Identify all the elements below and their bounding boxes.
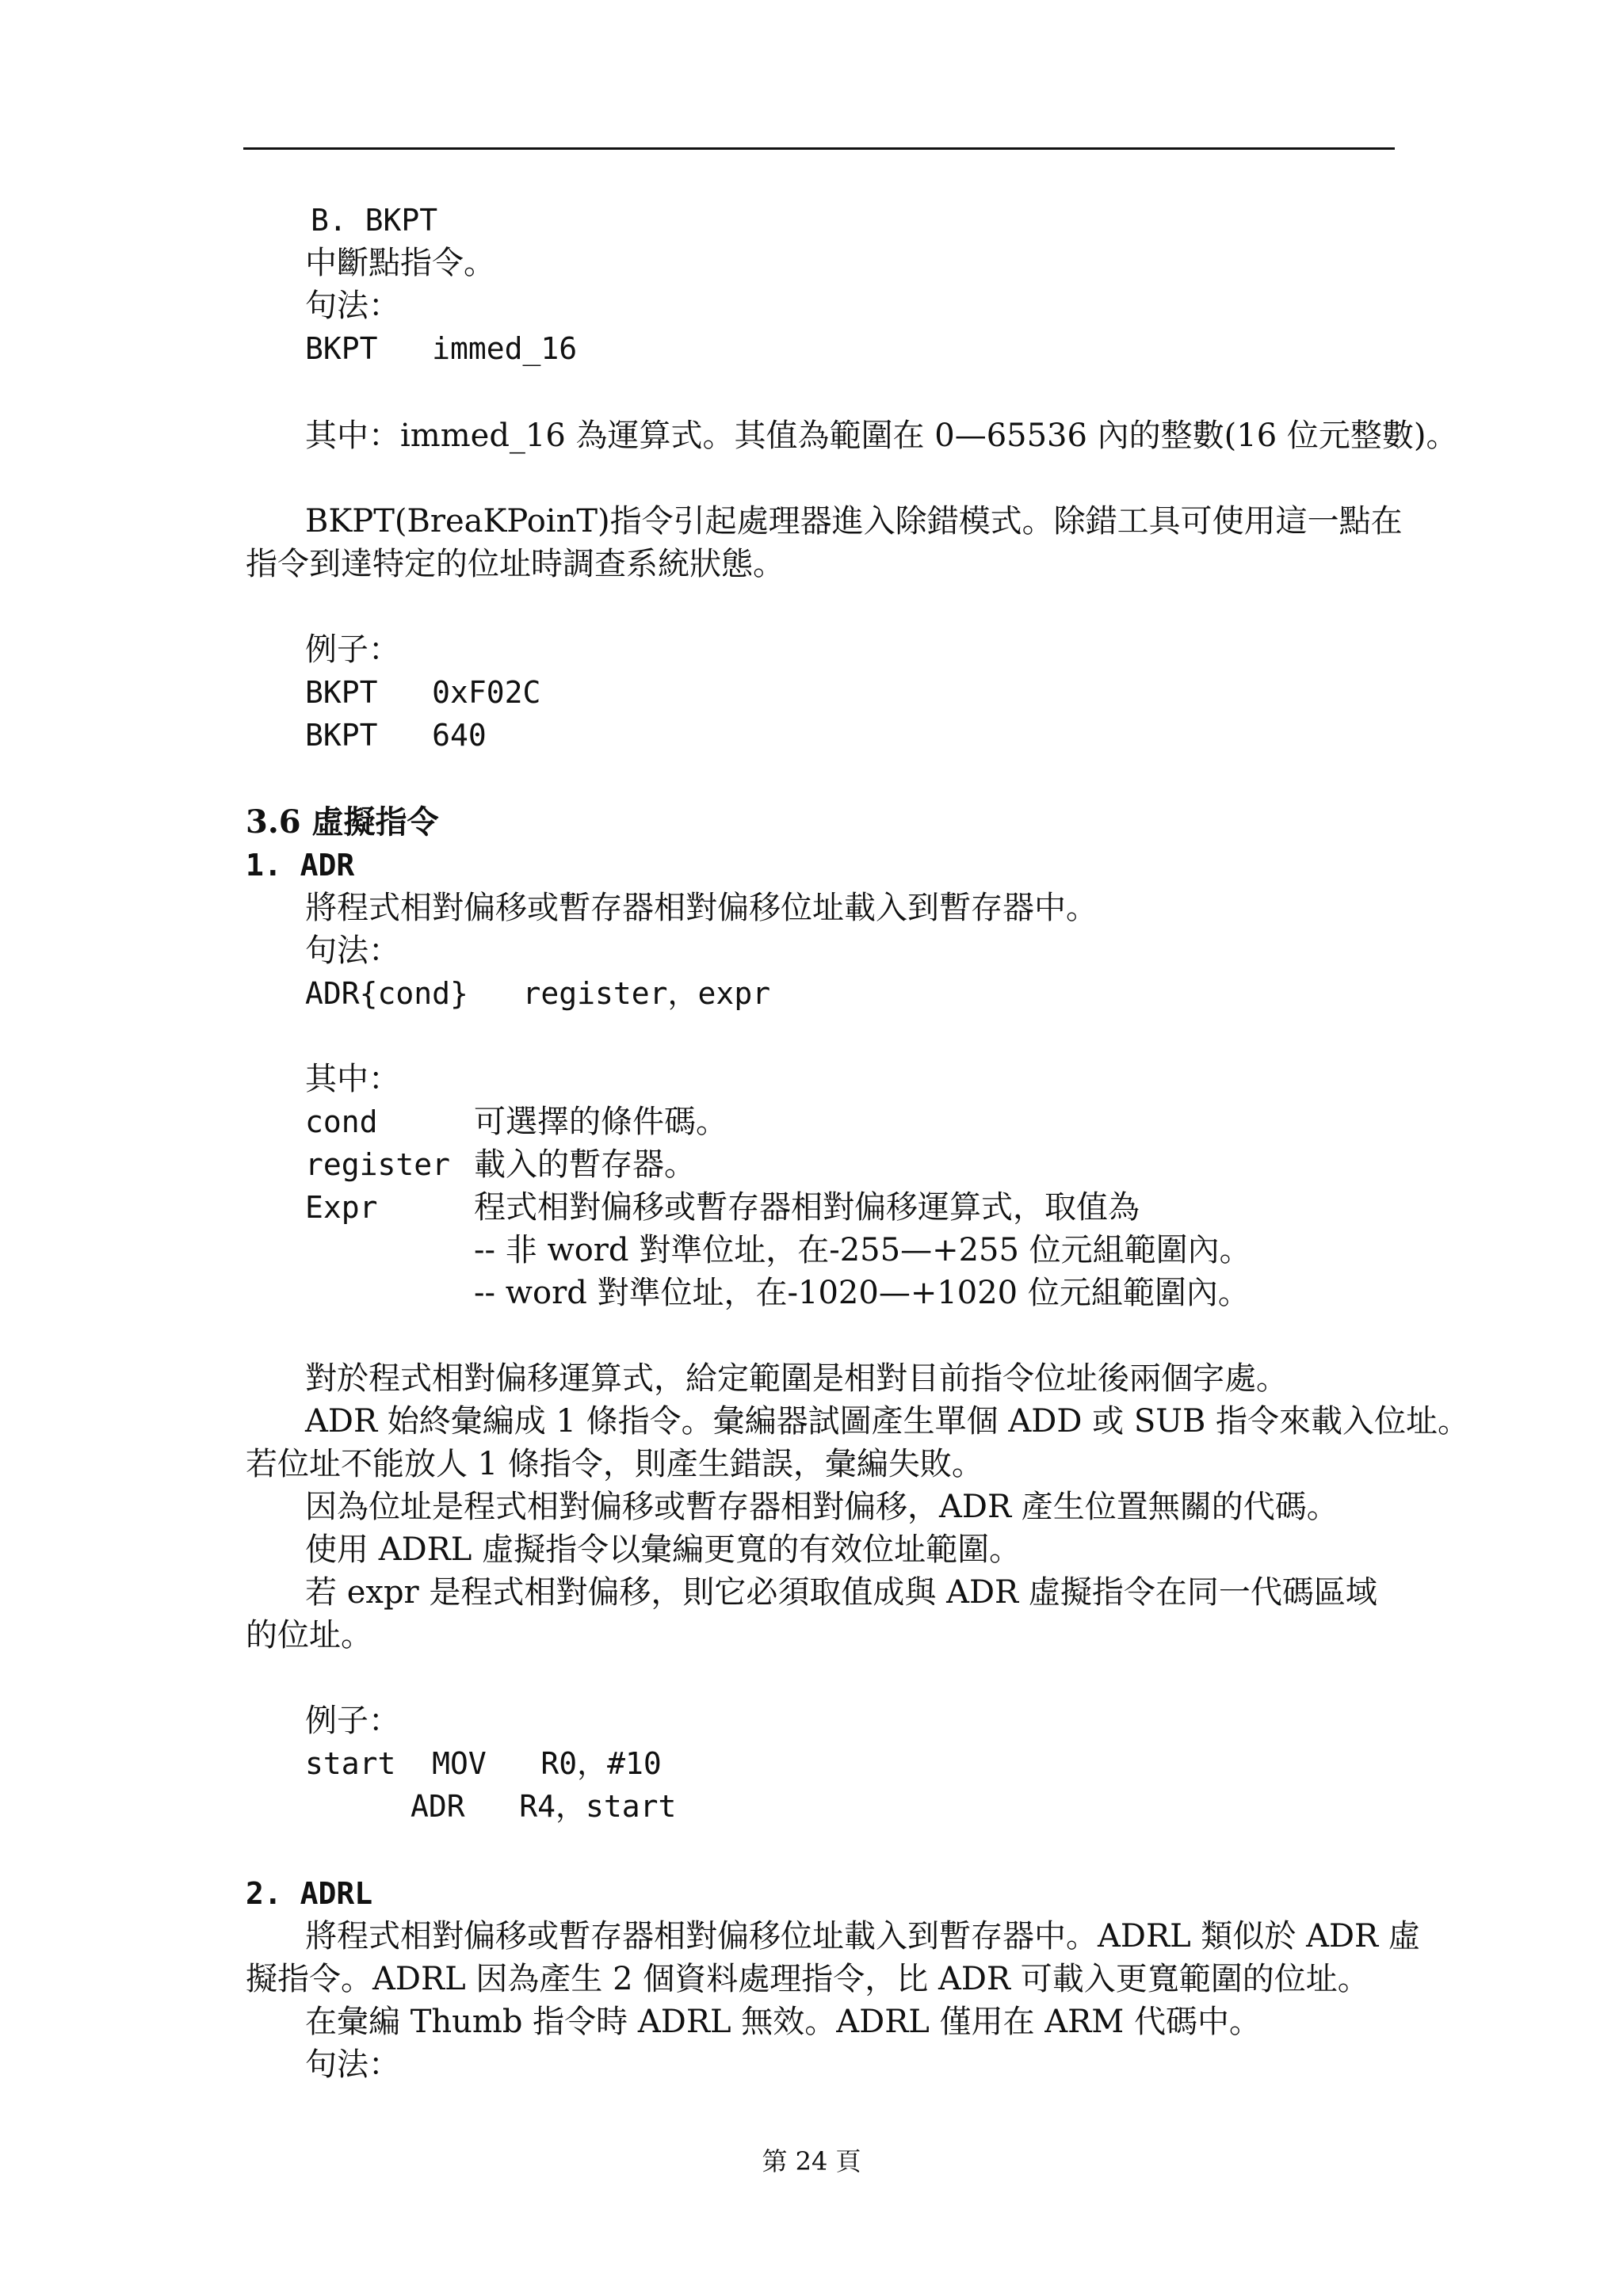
section-heading: 3.6 虛擬指令 xyxy=(246,803,439,841)
adr-where-label: 其中： xyxy=(305,1061,400,1097)
adr-desc: 將程式相對偏移或暫存器相對偏移位址載入到暫存器中。 xyxy=(305,890,1098,926)
adr-para-2-line1: ADR 始終彙編成 1 條指令。彙編器試圖產生單個 ADD 或 SUB 指令來載入位址。 xyxy=(305,1403,1470,1440)
adr-example-2: ADR R4，start xyxy=(411,1789,677,1824)
adr-para-4: 使用 ADRL 虛擬指令以彙編更寬的有效位址範圍。 xyxy=(305,1531,1022,1568)
param-name-register: register xyxy=(305,1147,451,1182)
page-number: 第 24 頁 xyxy=(762,2146,861,2176)
bkpt-example-label: 例子： xyxy=(305,631,400,668)
bkpt-title: B. BKPT xyxy=(311,203,438,238)
adr-title: 1. ADR xyxy=(246,848,355,883)
adr-para-1: 對於程式相對偏移運算式，給定範圍是相對目前指令位址後兩個字處。 xyxy=(305,1360,1288,1397)
param-name-expr: Expr xyxy=(305,1190,378,1225)
adr-syntax-label: 句法： xyxy=(305,933,400,969)
bkpt-para-line1: BKPT(BreaKPoinT)指令引起處理器進入除錯模式。除錯工具可使用這一點在 xyxy=(305,503,1403,540)
adr-syntax: ADR{cond} register，expr xyxy=(305,976,771,1011)
bkpt-syntax: BKPT immed_16 xyxy=(305,331,578,366)
bkpt-syntax-label: 句法： xyxy=(305,288,400,324)
bkpt-para-line2: 指令到達特定的位址時調查系統狀態。 xyxy=(246,546,785,582)
range-word: -- word 對準位址，在-1020—+1020 位元組範圍內。 xyxy=(474,1275,1250,1311)
adrl-para-2: 在彙編 Thumb 指令時 ADRL 無效。ADRL 僅用在 ARM 代碼中。 xyxy=(305,2004,1261,2040)
param-desc-cond: 可選擇的條件碼。 xyxy=(474,1104,727,1140)
adrl-para-1-line2: 擬指令。ADRL 因為產生 2 個資料處理指令，比 ADR 可載入更寬範圍的位址。 xyxy=(246,1961,1369,1997)
adr-para-3: 因為位址是程式相對偏移或暫存器相對偏移，ADR 產生位置無關的代碼。 xyxy=(305,1489,1338,1525)
param-desc-expr: 程式相對偏移或暫存器相對偏移運算式，取值為 xyxy=(474,1189,1140,1226)
adr-para-5-line1: 若 expr 是程式相對偏移，則它必須取值成與 ADR 虛擬指令在同一代碼區域 xyxy=(305,1574,1377,1611)
adr-para-2-line2: 若位址不能放人 1 條指令，則產生錯誤，彙編失敗。 xyxy=(246,1446,983,1482)
param-name-cond: cond xyxy=(305,1104,378,1139)
adrl-title: 2. ADRL xyxy=(246,1876,373,1911)
bkpt-desc: 中斷點指令。 xyxy=(305,245,495,281)
bkpt-where: 其中：immed_16 為運算式。其值為範圍在 0—65536 內的整數(16 位元整數)。 xyxy=(305,418,1458,454)
adrl-syntax-label: 句法： xyxy=(305,2046,400,2083)
header-rule xyxy=(243,147,1395,150)
bkpt-example-1: BKPT 0xF02C xyxy=(305,675,541,710)
bkpt-example-2: BKPT 640 xyxy=(305,718,487,753)
adrl-para-1-line1: 將程式相對偏移或暫存器相對偏移位址載入到暫存器中。ADRL 類似於 ADR 虛 xyxy=(305,1918,1420,1955)
adr-example-1: start MOV R0，#10 xyxy=(305,1746,662,1781)
param-desc-register: 載入的暫存器。 xyxy=(474,1146,696,1183)
adr-para-5-line2: 的位址。 xyxy=(246,1617,372,1653)
adr-example-label: 例子： xyxy=(305,1703,400,1739)
range-non-word: -- 非 word 對準位址，在-255—+255 位元組範圍內。 xyxy=(474,1232,1251,1268)
